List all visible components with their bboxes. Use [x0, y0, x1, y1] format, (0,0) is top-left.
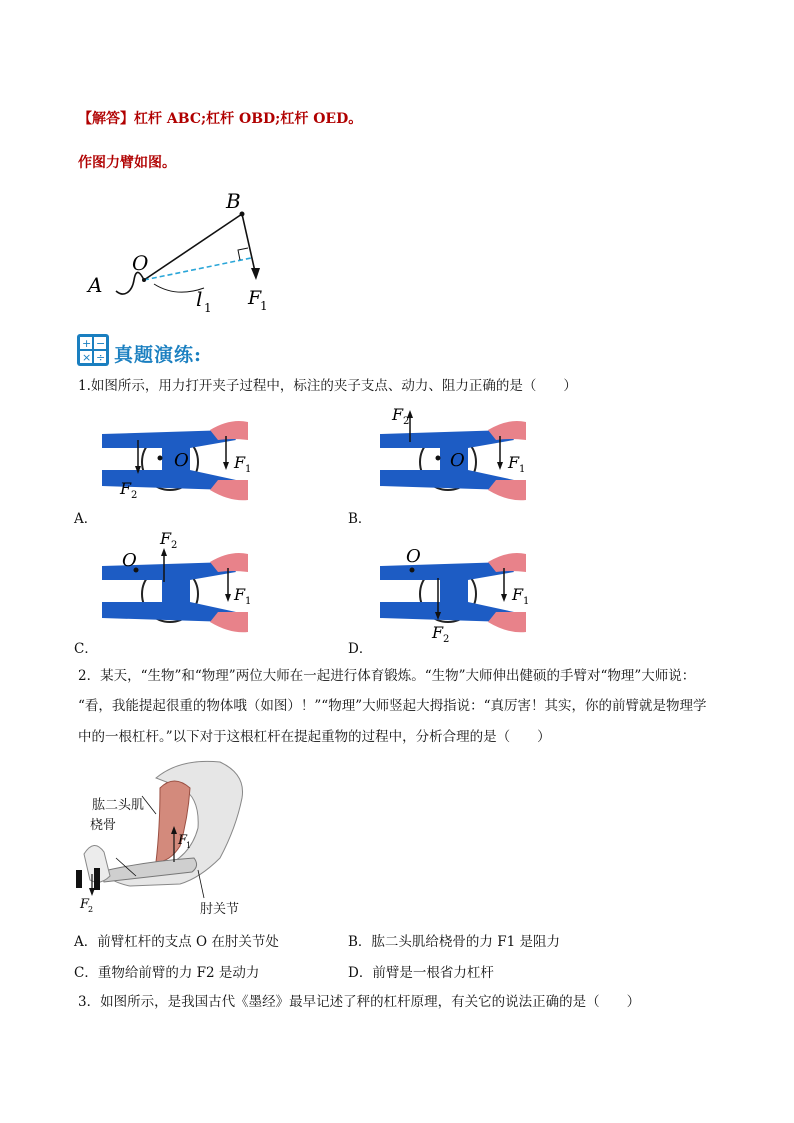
clip-a-f1: F [234, 453, 246, 472]
clip-figure-c [100, 528, 260, 640]
clip-b-f2-sub: 2 [403, 416, 410, 427]
option-1a: A． [74, 511, 98, 527]
point-o [142, 278, 146, 282]
clip-d-o: O [406, 546, 421, 567]
clip-d-f1-sub: 1 [523, 596, 530, 607]
option-1d: D． [348, 641, 373, 657]
clip-b-f1-sub: 1 [519, 464, 526, 475]
svg-text:×: × [82, 351, 92, 364]
force-arrowhead [251, 268, 260, 280]
calculator-icon [76, 333, 110, 367]
arm-f2: F [80, 897, 90, 912]
label-o: O [132, 251, 149, 275]
clip-d-f2-sub: 2 [443, 634, 450, 645]
svg-text:+: + [82, 337, 92, 350]
label-l: l [196, 287, 203, 311]
question-2-line-1: 2．某天，“生物”和“物理”两位大师在一起进行体育锻炼。“生物”大师伸出健硕的手臂对“物理”大师说： [78, 668, 696, 684]
clip-a-f1-sub: 1 [245, 464, 252, 475]
label-elbow: 肘关节 [200, 902, 240, 917]
option-1c: C． [74, 641, 98, 657]
clip-c-f2-sub: 2 [171, 540, 178, 551]
lever-curve [116, 272, 144, 294]
option-2b: B．肱二头肌给桡骨的力 F1 是阻力 [348, 934, 560, 950]
clip-c-f1: F [234, 585, 246, 604]
clip-figure-a [100, 414, 260, 512]
arm-f2-sub: 2 [88, 905, 94, 914]
clip-c-f2: F [160, 529, 172, 548]
label-biceps: 肱二头肌 [92, 798, 145, 813]
label-l-sub: 1 [204, 301, 212, 315]
question-1: 1.如图所示，用力打开夹子过程中，标注的夹子支点、动力、阻力正确的是（ ） [78, 378, 577, 394]
answer-line-1: 【解答】杠杆 ABC;杠杆 OBD;杠杆 OED。 [78, 111, 363, 127]
clip-b-f2: F [392, 406, 404, 424]
question-2-line-3: 中的一根杠杆。”以下对于这根杠杆在提起重物的过程中，分析合理的是（ ） [78, 729, 551, 745]
question-3: 3．如图所示，是我国古代《墨经》最早记述了秤的杠杆原理，有关它的说法正确的是（ ） [78, 994, 641, 1010]
clip-a-f2-sub: 2 [131, 490, 138, 501]
arm-figure [70, 758, 260, 918]
clip-d-f2: F [432, 623, 444, 642]
label-f: F [248, 287, 262, 309]
arm-f1-sub: 1 [186, 841, 192, 850]
option-1b: B． [348, 511, 372, 527]
clip-b-o: O [450, 450, 465, 471]
section-title: 真题演练: [114, 344, 203, 366]
option-2d: D．前臂是一根省力杠杆 [348, 965, 494, 981]
label-radius: 桡骨 [90, 818, 117, 833]
question-2-line-2: “看，我能提起很重的物体哦（如图）！”“物理”大师竖起大拇指说：“真厉害！其实，你的前臂就是物理学 [78, 698, 707, 714]
svg-text:−: − [96, 337, 106, 350]
biceps-muscle [156, 781, 190, 862]
clip-a-o: O [174, 450, 189, 471]
option-2a: A．前臂杠杆的支点 O 在肘关节处 [74, 934, 279, 950]
label-a: A [88, 273, 103, 297]
clip-c-o: O [122, 550, 137, 571]
clip-d-f1: F [512, 585, 524, 604]
arm-f1: F [178, 833, 188, 848]
svg-text:÷: ÷ [96, 351, 106, 364]
option-2c: C．重物给前臂的力 F2 是动力 [74, 965, 260, 981]
lever-arm-figure [80, 188, 280, 318]
clip-b-f1: F [508, 453, 520, 472]
answer-line-2: 作图力臂如图。 [78, 155, 176, 171]
label-b: B [226, 189, 241, 213]
clip-a-f2: F [120, 479, 132, 498]
force-line [242, 214, 256, 276]
label-f-sub: 1 [260, 299, 268, 313]
clip-figure-d [378, 540, 538, 648]
clip-figure-b [378, 406, 538, 510]
clip-c-f1-sub: 1 [245, 596, 252, 607]
